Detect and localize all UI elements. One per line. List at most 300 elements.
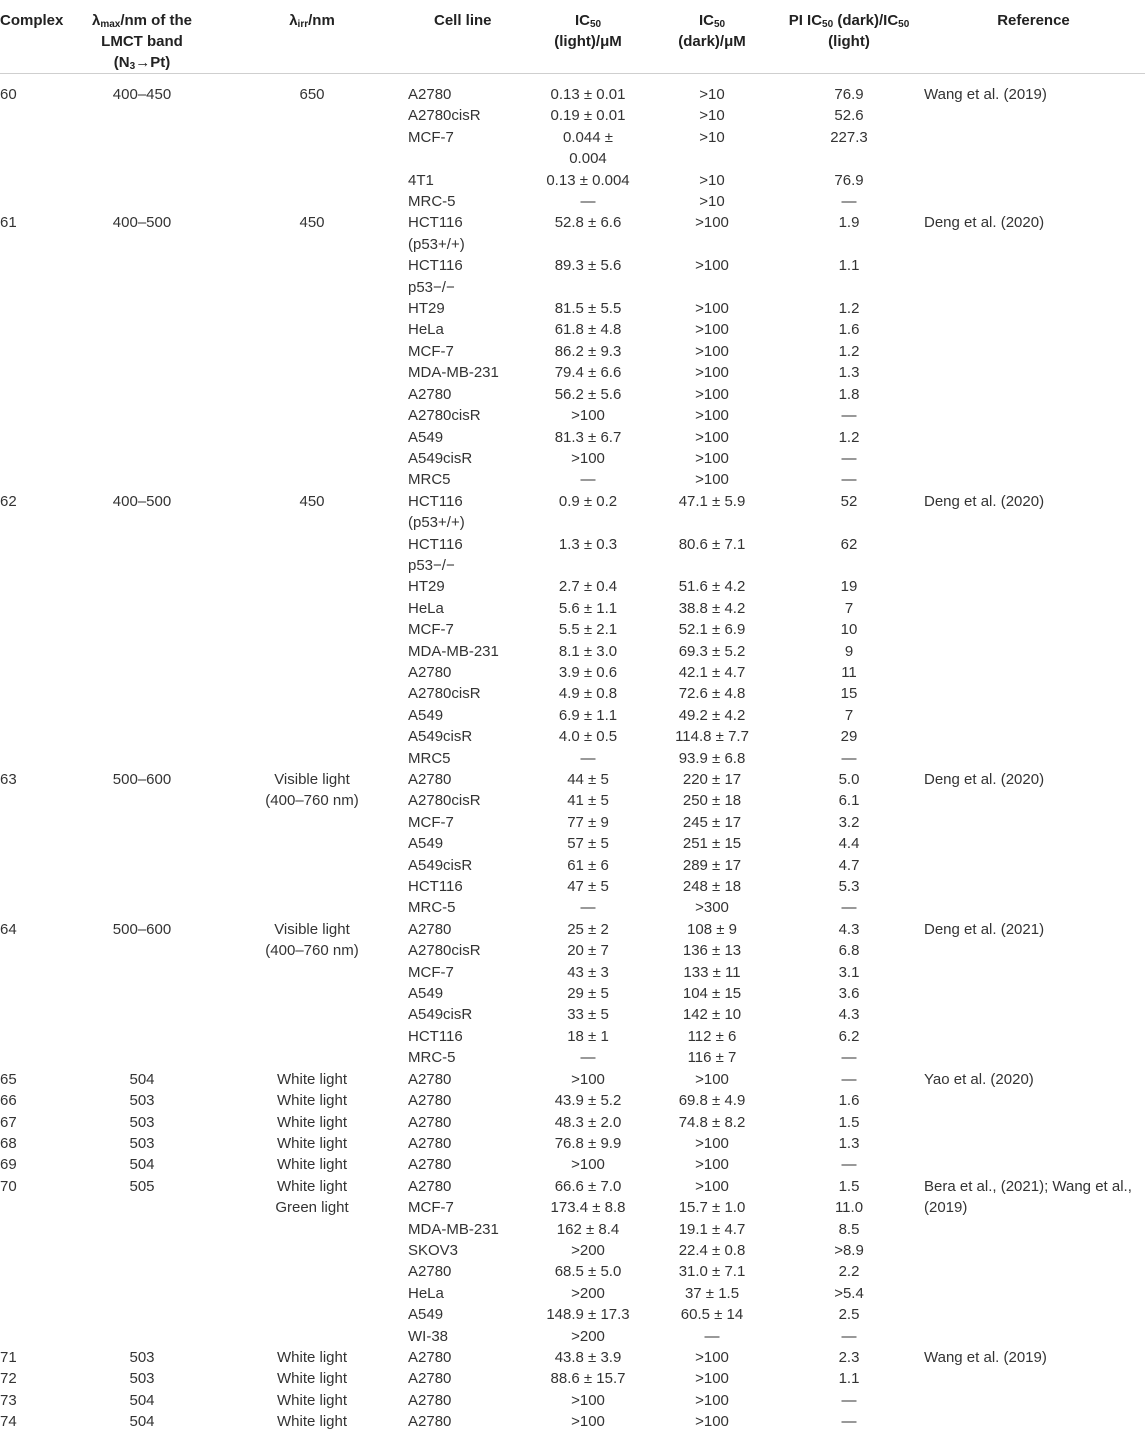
header-lambda-max bbox=[62, 0, 222, 74]
cell-complex bbox=[0, 790, 62, 811]
table-row bbox=[0, 1197, 1145, 1218]
cell-pi: 1.5 bbox=[838, 1113, 860, 1131]
header-ic50-dark-line1: $IC_{50}$ bbox=[698, 12, 726, 30]
cell-ic50-light: 61 ± 6 bbox=[567, 856, 609, 874]
cell-cell-line: A2780cisR bbox=[408, 792, 481, 810]
cell-ic50-dark: 251 ± 15 bbox=[682, 835, 742, 853]
cell-pi: — bbox=[841, 407, 857, 425]
cell-ic50-light: 0.13 ± 0.004 bbox=[546, 171, 630, 189]
cell-lambda-irr: Green light bbox=[275, 1199, 349, 1217]
cell-pi: 4.3 bbox=[838, 920, 860, 938]
cell-reference bbox=[922, 598, 1145, 619]
cell-cell-line: HeLa bbox=[408, 321, 444, 339]
cell-cell-line: (p53+/+) bbox=[408, 514, 465, 532]
cell-ic50-light: 0.13 ± 0.01 bbox=[550, 86, 626, 103]
cell-complex bbox=[0, 405, 62, 426]
cell-cell-line: MRC-5 bbox=[408, 1049, 456, 1067]
cell-ic50-light: >200 bbox=[571, 1327, 605, 1345]
cell-ic50-light: 8.1 ± 3.0 bbox=[558, 642, 618, 660]
cell-ic50-dark: 248 ± 18 bbox=[682, 878, 742, 896]
cell-pi: 1.9 bbox=[838, 214, 860, 232]
cell-ic50-dark: 52.1 ± 6.9 bbox=[678, 621, 746, 639]
cell-lambda-max bbox=[62, 748, 222, 769]
cell-ic50-light bbox=[528, 234, 648, 255]
cell-ic50-light: 1.3 ± 0.3 bbox=[558, 535, 618, 553]
cell-cell-line: A2780 bbox=[408, 1370, 452, 1388]
cell-ic50-light: 18 ± 1 bbox=[567, 1027, 609, 1045]
cell-cell-line: HCT116 bbox=[408, 878, 463, 896]
cell-ic50-light: 4.9 ± 0.8 bbox=[558, 685, 618, 703]
cell-cell-line: SKOV3 bbox=[408, 1241, 459, 1259]
cell-lambda-max bbox=[62, 897, 222, 918]
cell-complex bbox=[0, 1219, 62, 1240]
table-row bbox=[0, 255, 1145, 276]
cell-lambda-irr: 450 bbox=[299, 492, 325, 510]
cell-lambda-max bbox=[62, 512, 222, 533]
cell-pi: >5.4 bbox=[834, 1284, 864, 1302]
cell-lambda-max bbox=[62, 255, 222, 276]
cell-reference bbox=[922, 405, 1145, 426]
cell-pi: — bbox=[841, 471, 857, 489]
cell-ic50-light: 48.3 ± 2.0 bbox=[554, 1113, 622, 1131]
table-row bbox=[0, 683, 1145, 704]
cell-cell-line: A2780cisR bbox=[408, 407, 481, 425]
cell-ic50-light: >100 bbox=[571, 1070, 605, 1088]
cell-complex: 66 bbox=[0, 1092, 17, 1110]
cell-lambda-irr bbox=[222, 1261, 402, 1282]
cell-ic50-dark: 74.8 ± 8.2 bbox=[678, 1113, 746, 1131]
table-row bbox=[0, 534, 1145, 555]
cell-cell-line: A2780 bbox=[408, 1263, 452, 1281]
cell-pi: — bbox=[841, 1327, 857, 1345]
cell-lambda-irr bbox=[222, 1304, 402, 1325]
cell-reference: Bera et al., (2021); Wang et al., bbox=[924, 1177, 1132, 1195]
table-row bbox=[0, 962, 1145, 983]
cell-complex bbox=[0, 726, 62, 747]
cell-lambda-max bbox=[62, 619, 222, 640]
cell-pi: 2.5 bbox=[838, 1306, 860, 1324]
cell-cell-line: HCT116 bbox=[408, 214, 463, 232]
cell-complex: 73 bbox=[0, 1391, 17, 1409]
cell-complex: 68 bbox=[0, 1134, 17, 1152]
cell-ic50-dark: >100 bbox=[695, 1156, 729, 1174]
cell-lambda-max bbox=[62, 341, 222, 362]
cell-reference bbox=[922, 748, 1145, 769]
table-row bbox=[0, 790, 1145, 811]
cell-pi: 1.3 bbox=[838, 364, 860, 382]
cell-lambda-max: 500–600 bbox=[112, 920, 172, 938]
cell-ic50-dark: 250 ± 18 bbox=[682, 792, 742, 810]
cell-complex bbox=[0, 1326, 62, 1347]
cell-lambda-irr: 450 bbox=[299, 214, 325, 232]
cell-ic50-dark: 93.9 ± 6.8 bbox=[678, 749, 746, 767]
cell-lambda-max: 505 bbox=[129, 1177, 155, 1195]
cell-cell-line: A2780cisR bbox=[408, 685, 481, 703]
cell-complex bbox=[0, 469, 62, 490]
cell-complex bbox=[0, 448, 62, 469]
cell-ic50-dark bbox=[648, 234, 776, 255]
cell-reference bbox=[922, 1026, 1145, 1047]
table-row bbox=[0, 1026, 1145, 1047]
cell-complex bbox=[0, 1004, 62, 1025]
cell-lambda-irr bbox=[222, 662, 402, 683]
cell-lambda-irr bbox=[222, 319, 402, 340]
cell-complex bbox=[0, 940, 62, 961]
table-row bbox=[0, 598, 1145, 619]
cell-complex bbox=[0, 619, 62, 640]
table-row bbox=[0, 662, 1145, 683]
cell-ic50-light: 0.19 ± 0.01 bbox=[550, 107, 626, 125]
cell-complex: 72 bbox=[0, 1370, 17, 1388]
table-row bbox=[0, 1326, 1145, 1347]
cell-cell-line: (p53+/+) bbox=[408, 235, 465, 253]
cell-reference bbox=[922, 683, 1145, 704]
table-row bbox=[0, 812, 1145, 833]
cell-ic50-light: 29 ± 5 bbox=[567, 985, 609, 1003]
cell-pi: 4.4 bbox=[838, 835, 860, 853]
cell-reference bbox=[922, 362, 1145, 383]
cell-lambda-irr: White light bbox=[276, 1092, 348, 1110]
cell-ic50-dark: >100 bbox=[695, 1391, 729, 1409]
cell-ic50-light: 88.6 ± 15.7 bbox=[550, 1370, 626, 1388]
cell-ic50-light: 0.004 bbox=[569, 150, 607, 168]
cell-reference bbox=[922, 726, 1145, 747]
cell-complex bbox=[0, 341, 62, 362]
cell-ic50-light: >200 bbox=[571, 1241, 605, 1259]
cell-pi bbox=[776, 277, 922, 298]
cell-ic50-dark: >300 bbox=[695, 899, 729, 917]
cell-cell-line: A549cisR bbox=[408, 728, 473, 746]
cell-reference bbox=[922, 576, 1145, 597]
cell-lambda-max bbox=[62, 1219, 222, 1240]
cell-lambda-irr bbox=[222, 105, 402, 126]
cell-lambda-irr bbox=[222, 362, 402, 383]
table-body bbox=[0, 74, 1145, 1433]
cell-reference: Deng et al. (2020) bbox=[924, 771, 1045, 788]
cell-cell-line: MCF-7 bbox=[408, 813, 454, 831]
cell-pi: 4.3 bbox=[838, 1006, 860, 1024]
cell-pi: 10 bbox=[840, 621, 858, 639]
cell-reference bbox=[922, 662, 1145, 683]
cell-lambda-max bbox=[62, 812, 222, 833]
cell-reference bbox=[922, 1261, 1145, 1282]
cell-ic50-light: >100 bbox=[571, 1156, 605, 1174]
cell-ic50-light: 43 ± 3 bbox=[567, 963, 609, 981]
cell-reference bbox=[922, 1090, 1145, 1111]
cell-ic50-dark: >100 bbox=[695, 321, 729, 339]
cell-ic50-light: 5.6 ± 1.1 bbox=[558, 599, 618, 617]
cell-lambda-max bbox=[62, 170, 222, 191]
cell-reference bbox=[922, 170, 1145, 191]
cell-pi: — bbox=[841, 449, 857, 467]
cell-pi: 76.9 bbox=[834, 171, 864, 189]
cell-pi: 3.1 bbox=[838, 963, 860, 981]
table-row bbox=[0, 212, 1145, 233]
cell-reference bbox=[922, 234, 1145, 255]
cell-lambda-max bbox=[62, 148, 222, 169]
cell-lambda-max bbox=[62, 405, 222, 426]
header-ic50-dark bbox=[648, 0, 776, 74]
cell-reference bbox=[922, 619, 1145, 640]
cell-ic50-light: 33 ± 5 bbox=[567, 1006, 609, 1024]
table-row bbox=[0, 105, 1145, 126]
cell-ic50-light: 43.9 ± 5.2 bbox=[554, 1092, 622, 1110]
cell-ic50-dark: >100 bbox=[695, 1348, 729, 1366]
table-row bbox=[0, 897, 1145, 918]
cell-pi: 1.2 bbox=[838, 428, 860, 446]
table-row bbox=[0, 1047, 1145, 1068]
cell-cell-line: HCT116 bbox=[408, 1027, 463, 1045]
cell-cell-line: A2780 bbox=[408, 1156, 452, 1174]
cell-pi: — bbox=[841, 1156, 857, 1174]
table-row bbox=[0, 319, 1145, 340]
cell-lambda-irr bbox=[222, 448, 402, 469]
cell-complex bbox=[0, 127, 62, 148]
cell-lambda-irr bbox=[222, 170, 402, 191]
header-reference: Reference bbox=[997, 12, 1070, 29]
cell-pi: 6.2 bbox=[838, 1027, 860, 1045]
cell-ic50-light: 3.9 ± 0.6 bbox=[558, 663, 618, 681]
cell-lambda-max bbox=[62, 726, 222, 747]
table-row bbox=[0, 512, 1145, 533]
cell-pi: 1.1 bbox=[838, 257, 860, 275]
cell-ic50-light: 81.5 ± 5.5 bbox=[554, 300, 622, 318]
cell-cell-line bbox=[402, 148, 528, 169]
cell-ic50-dark: 289 ± 17 bbox=[682, 856, 742, 874]
cell-cell-line: A2780 bbox=[408, 1413, 452, 1431]
cell-cell-line: A2780 bbox=[408, 771, 452, 788]
cell-ic50-dark: 108 ± 9 bbox=[687, 920, 737, 938]
cell-lambda-irr bbox=[222, 962, 402, 983]
cell-ic50-light: 86.2 ± 9.3 bbox=[554, 342, 622, 360]
table-row bbox=[0, 983, 1145, 1004]
cell-reference bbox=[922, 940, 1145, 961]
cell-ic50-light: 56.2 ± 5.6 bbox=[554, 385, 622, 403]
cell-lambda-irr bbox=[222, 641, 402, 662]
cell-lambda-irr: White light bbox=[276, 1413, 348, 1431]
cell-lambda-irr bbox=[222, 812, 402, 833]
cell-pi bbox=[776, 512, 922, 533]
cell-lambda-irr bbox=[222, 983, 402, 1004]
header-complex: Complex bbox=[0, 12, 64, 29]
cell-complex: 74 bbox=[0, 1413, 17, 1431]
cell-cell-line: A2780 bbox=[408, 86, 452, 103]
cell-cell-line: MCF-7 bbox=[408, 963, 454, 981]
cell-pi: — bbox=[841, 749, 857, 767]
table-row bbox=[0, 833, 1145, 854]
cell-complex bbox=[0, 1304, 62, 1325]
cell-lambda-irr bbox=[222, 512, 402, 533]
cell-cell-line: A549 bbox=[408, 706, 444, 724]
header-lambda-irr-text: $\lambda_{irr}/nm$ bbox=[289, 12, 335, 30]
table-row bbox=[0, 726, 1145, 747]
cell-cell-line: A2780 bbox=[408, 1391, 452, 1409]
cell-pi: — bbox=[841, 1413, 857, 1431]
cell-ic50-dark: 133 ± 11 bbox=[683, 963, 741, 981]
cell-lambda-irr bbox=[222, 576, 402, 597]
cell-complex bbox=[0, 298, 62, 319]
cell-ic50-light: 20 ± 7 bbox=[567, 942, 609, 960]
cell-reference bbox=[922, 1133, 1145, 1154]
cell-ic50-light: 173.4 ± 8.8 bbox=[550, 1199, 626, 1217]
cell-lambda-irr: White light bbox=[276, 1391, 348, 1409]
cell-ic50-dark: 60.5 ± 14 bbox=[680, 1306, 744, 1324]
cell-ic50-dark: >10 bbox=[699, 193, 725, 211]
table-row bbox=[0, 576, 1145, 597]
cell-ic50-dark: 49.2 ± 4.2 bbox=[678, 706, 746, 724]
cell-ic50-light: — bbox=[580, 471, 596, 489]
cell-ic50-light: 5.5 ± 2.1 bbox=[558, 621, 618, 639]
cell-complex bbox=[0, 384, 62, 405]
cell-ic50-light: 52.8 ± 6.6 bbox=[554, 214, 622, 232]
cell-lambda-max bbox=[62, 127, 222, 148]
cell-cell-line: MDA-MB-231 bbox=[408, 364, 499, 382]
cell-cell-line: A2780 bbox=[408, 1177, 452, 1195]
cell-lambda-irr bbox=[222, 1240, 402, 1261]
cell-lambda-max bbox=[62, 1240, 222, 1261]
header-lambda-max-line2: LMCT band bbox=[101, 33, 183, 50]
cell-ic50-dark: — bbox=[704, 1327, 720, 1345]
cell-lambda-max bbox=[62, 448, 222, 469]
cell-pi: 2.3 bbox=[838, 1348, 860, 1366]
cell-ic50-dark: 72.6 ± 4.8 bbox=[678, 685, 746, 703]
table-row bbox=[0, 555, 1145, 576]
cell-pi: — bbox=[841, 899, 857, 917]
cell-reference bbox=[922, 1219, 1145, 1240]
cell-reference bbox=[922, 790, 1145, 811]
table-row bbox=[0, 448, 1145, 469]
cell-lambda-irr: (400–760 nm) bbox=[265, 792, 359, 810]
cell-reference bbox=[922, 876, 1145, 897]
table-row bbox=[0, 855, 1145, 876]
cell-ic50-dark: >100 bbox=[695, 214, 729, 232]
cell-cell-line: A549cisR bbox=[408, 856, 473, 874]
cell-reference bbox=[922, 1390, 1145, 1411]
cell-lambda-irr bbox=[222, 833, 402, 854]
cell-ic50-light: 43.8 ± 3.9 bbox=[554, 1348, 622, 1366]
table-row bbox=[0, 876, 1145, 897]
table-row bbox=[0, 1219, 1145, 1240]
cell-complex bbox=[0, 1261, 62, 1282]
table-row bbox=[0, 491, 1145, 512]
header-ic50-light bbox=[528, 0, 648, 74]
cell-lambda-irr bbox=[222, 298, 402, 319]
cell-pi: 1.3 bbox=[838, 1134, 860, 1152]
header-cell-line: Cell line bbox=[434, 12, 492, 29]
cell-lambda-max: 503 bbox=[129, 1134, 155, 1152]
cell-lambda-irr bbox=[222, 555, 402, 576]
cell-lambda-max: 504 bbox=[129, 1413, 155, 1431]
table-row bbox=[0, 74, 1145, 106]
cell-lambda-max bbox=[62, 1261, 222, 1282]
cell-reference bbox=[922, 255, 1145, 276]
cell-lambda-irr: White light bbox=[276, 1370, 348, 1388]
cell-cell-line: MCF-7 bbox=[408, 342, 454, 360]
cell-pi: 1.2 bbox=[838, 300, 860, 318]
cell-cell-line: A2780 bbox=[408, 1092, 452, 1110]
cell-pi: — bbox=[841, 1391, 857, 1409]
cell-lambda-irr bbox=[222, 427, 402, 448]
cell-lambda-max: 400–500 bbox=[112, 214, 172, 232]
cell-lambda-max bbox=[62, 191, 222, 212]
table-row bbox=[0, 919, 1145, 940]
cell-cell-line: A549 bbox=[408, 428, 444, 446]
cell-complex: 67 bbox=[0, 1113, 17, 1131]
cell-reference bbox=[922, 833, 1145, 854]
cell-ic50-light: 76.8 ± 9.9 bbox=[554, 1134, 622, 1152]
cell-pi: >8.9 bbox=[834, 1241, 864, 1259]
cell-ic50-dark: >100 bbox=[695, 1134, 729, 1152]
cell-lambda-irr: White light bbox=[276, 1156, 348, 1174]
cell-cell-line: MCF-7 bbox=[408, 621, 454, 639]
cell-ic50-dark: >100 bbox=[695, 1413, 729, 1431]
cell-ic50-light: >100 bbox=[571, 407, 605, 425]
cell-ic50-light: 4.0 ± 0.5 bbox=[558, 728, 618, 746]
cell-pi: 227.3 bbox=[830, 128, 868, 146]
cell-lambda-irr bbox=[222, 726, 402, 747]
cell-pi bbox=[776, 555, 922, 576]
cell-ic50-dark: >10 bbox=[699, 86, 725, 103]
cell-pi: 8.5 bbox=[838, 1220, 860, 1238]
table-row bbox=[0, 427, 1145, 448]
cell-reference bbox=[922, 512, 1145, 533]
cell-pi: 1.6 bbox=[838, 321, 860, 339]
cell-reference bbox=[922, 1368, 1145, 1389]
table-row bbox=[0, 127, 1145, 148]
cell-pi: 5.0 bbox=[838, 771, 860, 788]
cell-pi: 9 bbox=[844, 642, 854, 660]
cell-ic50-light: >100 bbox=[571, 449, 605, 467]
cell-ic50-light: 79.4 ± 6.6 bbox=[554, 364, 622, 382]
cell-complex: 71 bbox=[0, 1348, 17, 1366]
cell-pi: 1.6 bbox=[838, 1092, 860, 1110]
cell-ic50-dark: >100 bbox=[695, 471, 729, 489]
cell-complex bbox=[0, 1283, 62, 1304]
header-lambda-irr bbox=[222, 0, 402, 74]
cell-reference bbox=[922, 191, 1145, 212]
table-row bbox=[0, 1176, 1145, 1197]
table-row bbox=[0, 1069, 1145, 1090]
cell-ic50-dark: >10 bbox=[699, 128, 725, 146]
cell-pi: 7 bbox=[844, 706, 854, 724]
cell-ic50-dark: 37 ± 1.5 bbox=[684, 1284, 740, 1302]
cell-ic50-dark: >100 bbox=[695, 342, 729, 360]
cell-pi: 1.5 bbox=[838, 1177, 860, 1195]
cell-reference bbox=[922, 1283, 1145, 1304]
cell-cell-line: HCT116 bbox=[408, 535, 463, 553]
cell-lambda-irr bbox=[222, 897, 402, 918]
cell-lambda-irr bbox=[222, 1026, 402, 1047]
cell-lambda-irr bbox=[222, 127, 402, 148]
cell-lambda-max bbox=[62, 833, 222, 854]
cell-lambda-irr bbox=[222, 1219, 402, 1240]
cell-cell-line: A549 bbox=[408, 835, 444, 853]
cell-pi: 29 bbox=[840, 728, 858, 746]
cell-complex: 60 bbox=[0, 86, 17, 103]
cell-reference bbox=[922, 534, 1145, 555]
cell-lambda-irr bbox=[222, 1047, 402, 1068]
cell-ic50-dark: 69.8 ± 4.9 bbox=[678, 1092, 746, 1110]
cell-reference bbox=[922, 1047, 1145, 1068]
cell-ic50-light: 0.044 ± bbox=[563, 128, 613, 146]
table-row bbox=[0, 234, 1145, 255]
cell-cell-line: MCF-7 bbox=[408, 128, 454, 146]
cell-lambda-max bbox=[62, 234, 222, 255]
table-row bbox=[0, 940, 1145, 961]
table-row bbox=[0, 341, 1145, 362]
cell-complex: 61 bbox=[0, 214, 17, 232]
table-row bbox=[0, 298, 1145, 319]
